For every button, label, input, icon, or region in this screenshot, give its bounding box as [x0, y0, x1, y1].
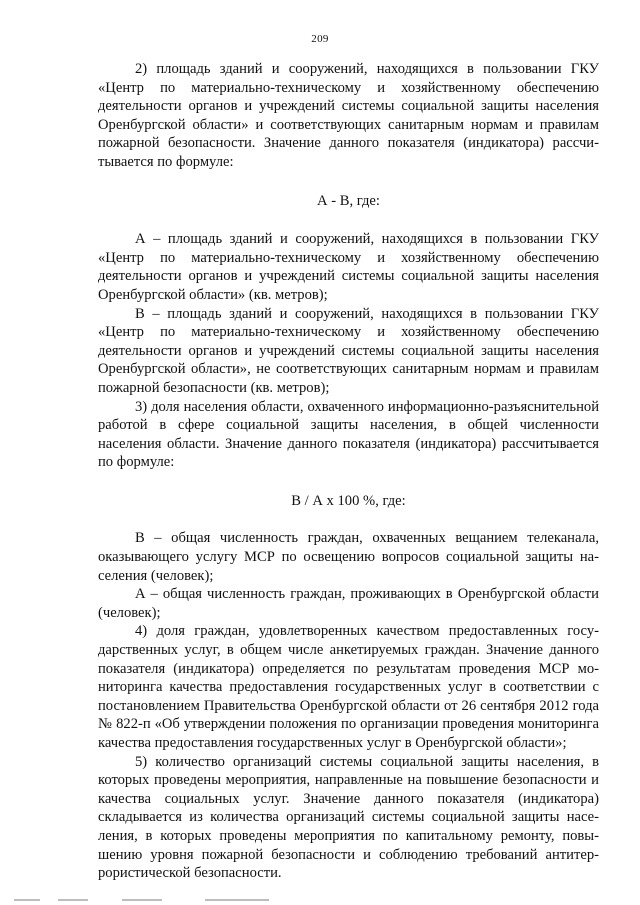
- spacer: [98, 210, 599, 230]
- definition-b: В – площадь зданий и сооружений, находящихся в пользовании ГКУ «Центр по материально-техническому и хозяйственному обеспечению деятельности органов и учреждений системы социальной защиты населения Оренбургской области», не соответствующих санитарным нормам и правилам пожарной безопасности (кв. метров);: [98, 305, 599, 396]
- paragraph-item-4: 4) доля граждан, удовлетворенных качеством предоставленных государственных услуг, в общем числе анкетируемых граждан. Значение данного показателя (индикатора) определяется по результатам проведения МСР мониторинга качества предоставления государственных услуг в соответствии с постановлением Правительства Оренбургской области от 26 сентября 2012 года № 822-п «Об утверждении положения по организации проведения мониторинга качества предоставления государственных услуг в Оренбургской области»;: [98, 623, 599, 751]
- paragraph-item-2: 2) площадь зданий и сооружений, находящихся в пользовании ГКУ «Центр по материально-техническому и хозяйственному обеспечению деятельности органов и учреждений системы социальной защиты населения Оренбургской области» и соответствующих санитарным нормам и правилам пожарной безопасности. Значение данного показателя (индикатора) рассчитывается по формуле:: [98, 61, 599, 170]
- formula-a-minus-b: А - В, где:: [317, 192, 380, 209]
- scan-mark: [122, 899, 162, 901]
- spacer: [98, 510, 599, 529]
- definition-a-population: А – общая численность граждан, проживающих в Оренбургской области (человек);: [98, 586, 599, 621]
- page-number: 209: [311, 33, 329, 45]
- formula-b-div-a: В / А х 100 %, где:: [291, 492, 406, 509]
- scan-mark: [58, 899, 88, 901]
- document-body: [98, 60, 599, 883]
- scan-artifact-footer: [0, 896, 640, 905]
- spacer: [98, 172, 599, 192]
- definition-a: А – площадь зданий и сооружений, находящихся в пользовании ГКУ «Центр по материально-техническому и хозяйственному обеспечению деятельности органов и учреждений системы социальной защиты населения Оренбургской области» (кв. метров);: [98, 231, 599, 303]
- scan-mark: [14, 899, 40, 901]
- scan-mark: [205, 899, 269, 901]
- paragraph-item-3: 3) доля населения области, охваченного информационно-разъяснительной работой в сфере социальной защиты населения, в общей численности населения области. Значение данного показателя (индикатора) рассчитывается по формуле:: [98, 398, 599, 471]
- paragraph-item-5: 5) количество организаций системы социальной защиты населения, в которых проведены мероприятия, направленные на повышение безопасности и качества социальных услуг. Значение данного показателя (индикатора) складывается из количества организаций системы социальной защиты населения, в которых проведены мероприятия по капитальному ремонту, повышению уровня пожарной безопасности и соблюдению требований антитеррористической безопасности.: [98, 753, 599, 882]
- spacer: [98, 472, 599, 492]
- definition-b-population: В – общая численность граждан, охваченных вещанием телеканала, оказывающего услугу МСР по освещению вопросов социальной защиты населения (человек);: [98, 530, 599, 584]
